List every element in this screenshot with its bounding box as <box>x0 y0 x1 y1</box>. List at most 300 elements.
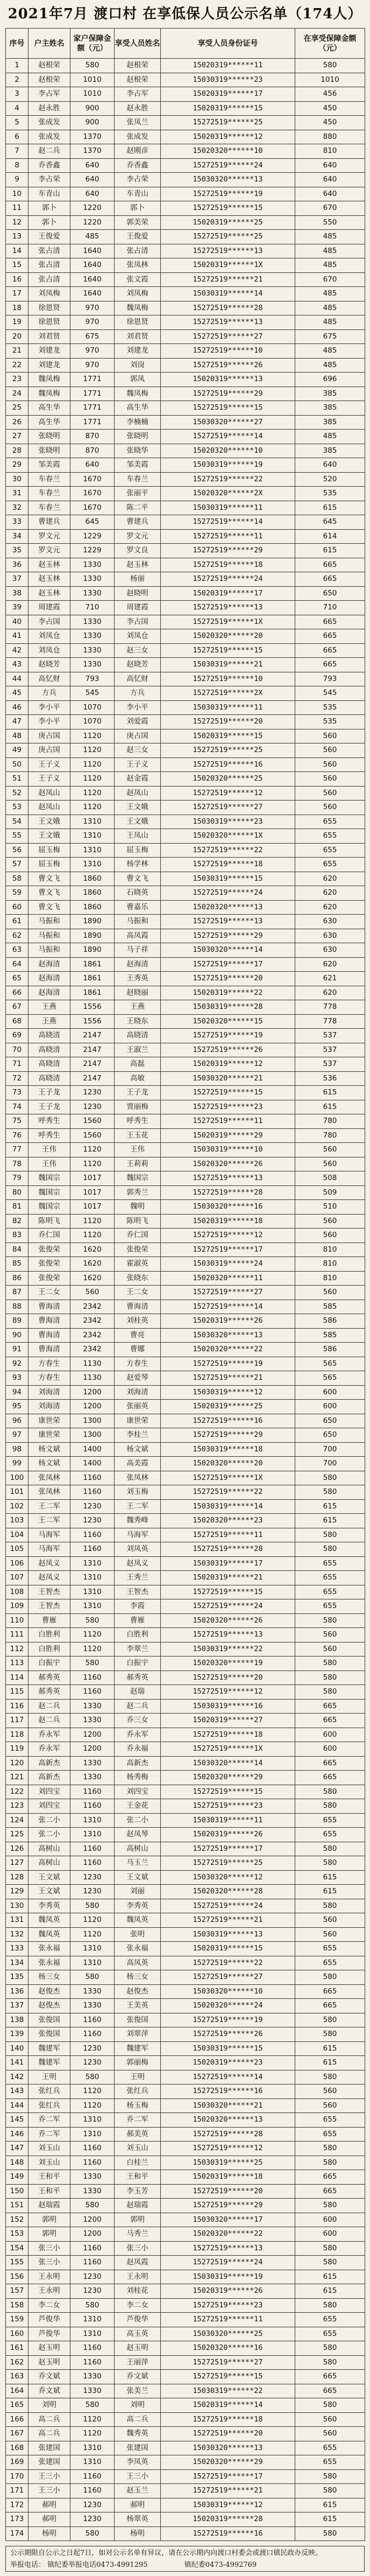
cell-household-head: 曹建兵 <box>29 515 70 530</box>
cell-beneficiary-name: 刘翠萍 <box>115 2027 161 2042</box>
cell-beneficiary-name: 乔永福 <box>115 1742 161 1757</box>
cell-household-head: 李占军 <box>29 87 70 102</box>
cell-index: 64 <box>6 957 29 972</box>
table-row <box>6 715 365 729</box>
cell-household-head: 曹文飞 <box>29 886 70 901</box>
cell-id-number: 15272519******18 <box>161 1728 295 1742</box>
cell-index: 155 <box>6 2256 29 2270</box>
cell-household-head: 张永福 <box>29 1942 70 1956</box>
cell-beneficiary-name: 马玉兰 <box>115 1856 161 1871</box>
cell-index: 132 <box>6 1927 29 1942</box>
cell-index: 151 <box>6 2199 29 2213</box>
table-row <box>6 230 365 244</box>
cell-beneficiary-amount: 615 <box>295 2284 365 2299</box>
cell-household-head: 赵俊杰 <box>29 1984 70 1999</box>
cell-index: 49 <box>6 743 29 758</box>
cell-id-number: 15272519******16 <box>161 2526 295 2541</box>
cell-id-number: 15020320******10 <box>161 144 295 159</box>
cell-household-head: 张凤林 <box>29 1485 70 1500</box>
cell-household-head: 高生华 <box>29 401 70 416</box>
header-beneficiary-name: 享受人员姓名 <box>115 29 161 59</box>
cell-id-number: 15020319******23 <box>161 2056 295 2070</box>
table-row <box>6 501 365 515</box>
cell-index: 161 <box>6 2341 29 2356</box>
cell-id-number: 15272519******28 <box>161 2127 295 2142</box>
cell-beneficiary-amount: 630 <box>295 943 365 958</box>
cell-index: 115 <box>6 1685 29 1700</box>
cell-beneficiary-name: 马振和 <box>115 915 161 929</box>
cell-household-amount: 1200 <box>70 2227 115 2242</box>
cell-household-amount: 1310 <box>70 829 115 844</box>
table-row <box>6 2084 365 2099</box>
cell-household-amount: 1670 <box>70 487 115 501</box>
table-row <box>6 1813 365 1828</box>
table-row <box>6 1471 365 1485</box>
cell-household-amount: 1556 <box>70 1014 115 1029</box>
cell-household-head: 刘海清 <box>29 1385 70 1400</box>
cell-household-amount: 1120 <box>70 1229 115 1243</box>
cell-id-number: 15020319******1X <box>161 258 295 273</box>
cell-id-number: 15272519******14 <box>161 430 295 444</box>
cell-household-amount: 580 <box>70 1656 115 1671</box>
cell-index: 92 <box>6 1357 29 1371</box>
cell-household-amount: 545 <box>70 686 115 701</box>
cell-id-number: 15020320******2X <box>161 487 295 501</box>
cell-beneficiary-amount: 450 <box>295 101 365 116</box>
cell-beneficiary-amount: 385 <box>295 401 365 416</box>
cell-household-amount: 1120 <box>70 729 115 743</box>
cell-household-amount: 1130 <box>70 1371 115 1386</box>
cell-beneficiary-amount: 580 <box>295 2341 365 2356</box>
cell-household-head: 马振和 <box>29 915 70 929</box>
cell-beneficiary-name: 赵晓明 <box>115 586 161 601</box>
cell-household-amount: 1620 <box>70 1243 115 1257</box>
cell-beneficiary-name: 赵爱琴 <box>115 1371 161 1386</box>
cell-household-head: 屈玉梅 <box>29 843 70 858</box>
table-row <box>6 815 365 829</box>
cell-household-head: 王智杰 <box>29 1599 70 1614</box>
cell-household-amount: 1120 <box>70 2412 115 2427</box>
cell-beneficiary-amount: 665 <box>295 615 365 629</box>
cell-index: 9 <box>6 173 29 187</box>
cell-index: 17 <box>6 287 29 301</box>
cell-index: 123 <box>6 1799 29 1814</box>
cell-index: 114 <box>6 1670 29 1685</box>
table-row <box>6 2070 365 2084</box>
cell-beneficiary-name: 罗文元 <box>115 529 161 544</box>
cell-beneficiary-name: 乔仁国 <box>115 1229 161 1243</box>
table-row <box>6 515 365 530</box>
cell-beneficiary-amount: 485 <box>295 287 365 301</box>
cell-index: 56 <box>6 843 29 858</box>
cell-id-number: 15030319******11 <box>161 1813 295 1828</box>
cell-household-amount: 580 <box>70 1970 115 1985</box>
cell-index: 60 <box>6 900 29 915</box>
cell-household-head: 张占清 <box>29 272 70 287</box>
cell-beneficiary-amount: 545 <box>295 686 365 701</box>
cell-beneficiary-amount: 665 <box>295 629 365 644</box>
cell-index: 140 <box>6 2041 29 2056</box>
cell-beneficiary-amount: 655 <box>295 1585 365 1599</box>
cell-beneficiary-name: 高二兵 <box>115 2412 161 2427</box>
cell-household-head: 张俊荣 <box>29 1243 70 1257</box>
cell-id-number: 15272519******26 <box>161 358 295 373</box>
cell-beneficiary-amount: 520 <box>295 472 365 487</box>
cell-beneficiary-amount: 615 <box>295 1499 365 1514</box>
cell-household-amount: 645 <box>70 515 115 530</box>
cell-household-head: 周建霞 <box>29 601 70 615</box>
cell-index: 78 <box>6 1157 29 1171</box>
cell-index: 85 <box>6 1257 29 1272</box>
cell-household-head: 方春生 <box>29 1357 70 1371</box>
cell-index: 105 <box>6 1542 29 1557</box>
table-row <box>6 1128 365 1143</box>
cell-id-number: 15020320******15 <box>161 1014 295 1029</box>
cell-beneficiary-amount: 620 <box>295 986 365 1000</box>
cell-household-head: 刘君贤 <box>29 329 70 344</box>
cell-household-amount: 1200 <box>70 1728 115 1742</box>
table-row <box>6 1628 365 1643</box>
cell-index: 80 <box>6 1185 29 1200</box>
cell-id-number: 15272519******20 <box>161 972 295 986</box>
table-row <box>6 943 365 958</box>
cell-index: 93 <box>6 1371 29 1386</box>
cell-beneficiary-name: 曹嘉乐 <box>115 900 161 915</box>
cell-household-amount: 1230 <box>70 1870 115 1885</box>
table-row <box>6 658 365 672</box>
cell-household-head: 王二军 <box>29 1499 70 1514</box>
cell-household-head: 刘四宝 <box>29 1799 70 1814</box>
cell-index: 97 <box>6 1428 29 1443</box>
cell-beneficiary-amount: 560 <box>295 1157 365 1171</box>
table-row <box>6 1970 365 1985</box>
table-row <box>6 2355 365 2370</box>
cell-household-amount: 2147 <box>70 1071 115 1086</box>
cell-beneficiary-amount: 600 <box>295 2213 365 2227</box>
cell-id-number: 15272519******14 <box>161 1300 295 1314</box>
table-row <box>6 1428 365 1443</box>
cell-id-number: 15030320******16 <box>161 1200 295 1215</box>
cell-household-head: 高二兵 <box>29 2427 70 2441</box>
cell-beneficiary-name: 高敏 <box>115 1071 161 1086</box>
cell-beneficiary-amount: 580 <box>295 2484 365 2498</box>
cell-household-head: 庚占国 <box>29 729 70 743</box>
table-row <box>6 801 365 815</box>
table-row <box>6 601 365 615</box>
cell-index: 35 <box>6 544 29 558</box>
cell-index: 154 <box>6 2241 29 2256</box>
table-row <box>6 2398 365 2413</box>
cell-household-amount: 1160 <box>70 1471 115 1485</box>
cell-index: 26 <box>6 415 29 430</box>
table-row <box>6 843 365 858</box>
cell-beneficiary-amount: 615 <box>295 2270 365 2284</box>
cell-household-head: 魏凤梅 <box>29 387 70 401</box>
table-row <box>6 2027 365 2042</box>
cell-beneficiary-name: 张建国 <box>115 2441 161 2455</box>
cell-household-head: 高树山 <box>29 1842 70 1856</box>
cell-id-number: 15020320******20 <box>161 629 295 644</box>
cell-household-head: 张建国 <box>29 2455 70 2470</box>
cell-id-number: 15272519******12 <box>161 786 295 801</box>
cell-beneficiary-name: 刘凤英 <box>115 1542 161 1557</box>
cell-beneficiary-amount: 810 <box>295 1257 365 1272</box>
cell-household-amount: 1200 <box>70 1742 115 1757</box>
cell-household-amount: 1017 <box>70 1185 115 1200</box>
cell-household-amount: 1330 <box>70 1756 115 1771</box>
cell-household-head: 白胜利 <box>29 1642 70 1656</box>
cell-beneficiary-amount: 615 <box>295 1100 365 1114</box>
cell-household-amount: 1330 <box>70 615 115 629</box>
cell-household-amount: 580 <box>70 2298 115 2313</box>
cell-index: 106 <box>6 1556 29 1571</box>
table-row <box>6 187 365 201</box>
cell-index: 156 <box>6 2270 29 2284</box>
cell-id-number: 15272519******10 <box>161 672 295 686</box>
cell-index: 24 <box>6 387 29 401</box>
cell-index: 134 <box>6 1956 29 1970</box>
cell-household-amount: 1120 <box>70 801 115 815</box>
cell-id-number: 15020320******1X <box>161 829 295 844</box>
table-row <box>6 743 365 758</box>
cell-id-number: 15272519******1X <box>161 1742 295 1757</box>
cell-beneficiary-amount: 615 <box>295 2512 365 2527</box>
cell-household-head: 张二小 <box>29 1813 70 1828</box>
cell-household-amount: 1160 <box>70 2484 115 2498</box>
cell-index: 139 <box>6 2027 29 2042</box>
cell-index: 67 <box>6 1000 29 1015</box>
cell-id-number: 15020319******27 <box>161 1714 295 1728</box>
cell-household-amount: 1771 <box>70 387 115 401</box>
cell-household-amount: 1640 <box>70 272 115 287</box>
cell-household-amount: 970 <box>70 315 115 330</box>
cell-index: 152 <box>6 2213 29 2227</box>
table-row <box>6 1785 365 1799</box>
cell-beneficiary-name: 杨翠英 <box>115 2512 161 2527</box>
cell-household-amount: 1330 <box>70 2184 115 2199</box>
table-row <box>6 415 365 430</box>
table-row <box>6 2327 365 2341</box>
cell-beneficiary-amount: 485 <box>295 344 365 359</box>
cell-id-number: 15272519******13 <box>161 244 295 258</box>
cell-household-head: 李秀英 <box>29 1899 70 1913</box>
cell-household-amount: 1160 <box>70 1842 115 1856</box>
cell-beneficiary-name: 王金花 <box>115 1799 161 1814</box>
cell-index: 153 <box>6 2227 29 2242</box>
cell-beneficiary-name: 王秀兰 <box>115 1571 161 1585</box>
cell-id-number: 15272519******12 <box>161 1685 295 1700</box>
cell-beneficiary-name: 赵金霞 <box>115 772 161 787</box>
cell-household-amount: 1160 <box>70 1685 115 1700</box>
cell-beneficiary-amount: 580 <box>295 1670 365 1685</box>
table-row <box>6 1200 365 1215</box>
table-row <box>6 2455 365 2470</box>
cell-id-number: 15272519******28 <box>161 301 295 315</box>
cell-household-amount: 1120 <box>70 2098 115 2113</box>
cell-household-head: 魏建军 <box>29 2056 70 2070</box>
table-row <box>6 1742 365 1757</box>
table-row <box>6 73 365 87</box>
cell-beneficiary-amount: 535 <box>295 487 365 501</box>
cell-beneficiary-amount: 810 <box>295 144 365 159</box>
cell-household-amount: 1230 <box>70 1514 115 1528</box>
cell-household-head: 魏国宗 <box>29 1200 70 1215</box>
table-row <box>6 2512 365 2527</box>
cell-beneficiary-amount: 600 <box>295 1728 365 1742</box>
cell-id-number: 15272519******16 <box>161 757 295 772</box>
cell-household-amount: 1120 <box>70 1628 115 1643</box>
table-row <box>6 201 365 216</box>
cell-beneficiary-amount: 655 <box>295 1942 365 1956</box>
cell-beneficiary-amount: 485 <box>295 358 365 373</box>
cell-household-amount: 1160 <box>70 2355 115 2370</box>
cell-beneficiary-amount: 580 <box>295 2355 365 2370</box>
cell-household-head: 乔文斌 <box>29 2384 70 2398</box>
cell-id-number: 15020319******12 <box>161 130 295 144</box>
cell-beneficiary-amount: 620 <box>295 900 365 915</box>
cell-id-number: 15272519******10 <box>161 344 295 359</box>
cell-index: 11 <box>6 201 29 216</box>
cell-beneficiary-amount: 585 <box>295 1328 365 1343</box>
cell-id-number: 15030319******11 <box>161 700 295 715</box>
cell-household-head: 赵玉林 <box>29 558 70 572</box>
cell-beneficiary-amount: 600 <box>295 2227 365 2242</box>
cell-beneficiary-amount: 536 <box>295 1071 365 1086</box>
table-row <box>6 1899 365 1913</box>
cell-index: 33 <box>6 515 29 530</box>
cell-beneficiary-amount: 580 <box>295 2256 365 2270</box>
cell-index: 145 <box>6 2113 29 2128</box>
cell-household-amount: 1160 <box>70 2341 115 2356</box>
cell-household-amount: 2342 <box>70 1343 115 1357</box>
supervision-phone: 举报电话： 镇纪委举报电话0473-4991295 <box>10 2561 148 2569</box>
cell-beneficiary-name: 刘明 <box>115 2398 161 2413</box>
cell-beneficiary-name: 张晓华 <box>115 444 161 458</box>
cell-id-number: 15030320******13 <box>161 173 295 187</box>
cell-beneficiary-amount: 665 <box>295 558 365 572</box>
cell-beneficiary-amount: 665 <box>295 2384 365 2398</box>
cell-id-number: 15272519******23 <box>161 1799 295 1814</box>
cell-id-number: 15030320******10 <box>161 1984 295 1999</box>
cell-beneficiary-amount: 600 <box>295 1742 365 1757</box>
cell-beneficiary-amount: 560 <box>295 786 365 801</box>
cell-beneficiary-name: 郭秀兰 <box>115 1185 161 1200</box>
cell-id-number: 15020319******26 <box>161 1314 295 1329</box>
cell-household-amount: 1120 <box>70 786 115 801</box>
cell-household-amount: 1160 <box>70 2142 115 2156</box>
cell-household-head: 赵永胜 <box>29 101 70 116</box>
cell-beneficiary-name: 张红兵 <box>115 2084 161 2099</box>
cell-index: 141 <box>6 2056 29 2070</box>
cell-household-head: 赵玉明 <box>29 2341 70 2356</box>
cell-index: 167 <box>6 2427 29 2441</box>
cell-id-number: 15030319******25 <box>161 2156 295 2170</box>
cell-index: 8 <box>6 158 29 173</box>
cell-household-amount: 1160 <box>70 1542 115 1557</box>
cell-household-amount: 1640 <box>70 287 115 301</box>
cell-id-number: 15272519******18 <box>161 558 295 572</box>
table-row <box>6 1071 365 1086</box>
cell-household-amount: 485 <box>70 230 115 244</box>
cell-household-amount: 675 <box>70 329 115 344</box>
cell-household-head: 曹雁 <box>29 1613 70 1628</box>
cell-beneficiary-name: 李霞 <box>115 1599 161 1614</box>
cell-index: 127 <box>6 1856 29 1871</box>
cell-id-number: 15030320******17 <box>161 2213 295 2227</box>
cell-index: 3 <box>6 87 29 102</box>
cell-household-head: 方兵 <box>29 686 70 701</box>
cell-household-head: 郭明 <box>29 2213 70 2227</box>
cell-beneficiary-amount: 560 <box>295 1286 365 1300</box>
table-row <box>6 1271 365 1286</box>
cell-household-amount: 1120 <box>70 2427 115 2441</box>
table-row <box>6 1171 365 1186</box>
cell-beneficiary-amount: 710 <box>295 601 365 615</box>
cell-beneficiary-name: 王二女 <box>115 1286 161 1300</box>
cell-household-amount: 1230 <box>70 1885 115 1899</box>
cell-beneficiary-name: 赵根荣 <box>115 59 161 73</box>
cell-household-amount: 970 <box>70 344 115 359</box>
cell-beneficiary-name: 乔香鑫 <box>115 158 161 173</box>
cell-household-head: 赵二兵 <box>29 1699 70 1714</box>
cell-index: 119 <box>6 1742 29 1757</box>
cell-household-head: 赵凤山 <box>29 786 70 801</box>
cell-id-number: 15272519******24 <box>161 2256 295 2270</box>
table-row <box>6 572 365 587</box>
table-row <box>6 1656 365 1671</box>
cell-beneficiary-name: 刘君贤 <box>115 329 161 344</box>
cell-beneficiary-amount: 580 <box>295 2199 365 2213</box>
cell-beneficiary-name: 高凤霞 <box>115 929 161 943</box>
table-row <box>6 858 365 872</box>
cell-household-head: 张俊国 <box>29 2013 70 2027</box>
cell-id-number: 15030319******24 <box>161 1257 295 1272</box>
cell-household-amount: 640 <box>70 458 115 473</box>
cell-household-head: 郝秀英 <box>29 1670 70 1685</box>
cell-beneficiary-name: 魏建军 <box>115 2041 161 2056</box>
cell-household-head: 赵俊杰 <box>29 1999 70 2013</box>
table-row <box>6 1885 365 1899</box>
cell-beneficiary-name: 高凤英 <box>115 1956 161 1970</box>
cell-beneficiary-name: 王子龙 <box>115 1086 161 1100</box>
cell-household-amount: 1330 <box>70 2170 115 2185</box>
cell-id-number: 15272519******29 <box>161 387 295 401</box>
cell-beneficiary-name: 赵凤义 <box>115 1556 161 1571</box>
cell-household-amount: 2147 <box>70 1043 115 1057</box>
cell-id-number: 15020319******17 <box>161 586 295 601</box>
cell-beneficiary-name: 王永明 <box>115 2270 161 2284</box>
cell-beneficiary-name: 杨文斌 <box>115 1442 161 1457</box>
cell-household-amount: 1160 <box>70 2469 115 2484</box>
cell-beneficiary-amount: 565 <box>295 1371 365 1386</box>
cell-household-head: 李小平 <box>29 715 70 729</box>
notice-footer <box>5 2546 365 2572</box>
cell-beneficiary-name: 曹娜 <box>115 1343 161 1357</box>
cell-index: 160 <box>6 2327 29 2341</box>
cell-beneficiary-amount: 615 <box>295 544 365 558</box>
cell-index: 101 <box>6 1485 29 1500</box>
cell-household-head: 刘明 <box>29 2398 70 2413</box>
cell-household-head: 王二女 <box>29 1286 70 1300</box>
cell-index: 99 <box>6 1457 29 1471</box>
cell-beneficiary-amount: 560 <box>295 1229 365 1243</box>
cell-beneficiary-amount: 485 <box>295 230 365 244</box>
cell-beneficiary-name: 石晓英 <box>115 886 161 901</box>
cell-id-number: 15272519******17 <box>161 1842 295 1856</box>
table-row <box>6 1927 365 1942</box>
cell-index: 52 <box>6 786 29 801</box>
cell-household-amount: 1861 <box>70 972 115 986</box>
